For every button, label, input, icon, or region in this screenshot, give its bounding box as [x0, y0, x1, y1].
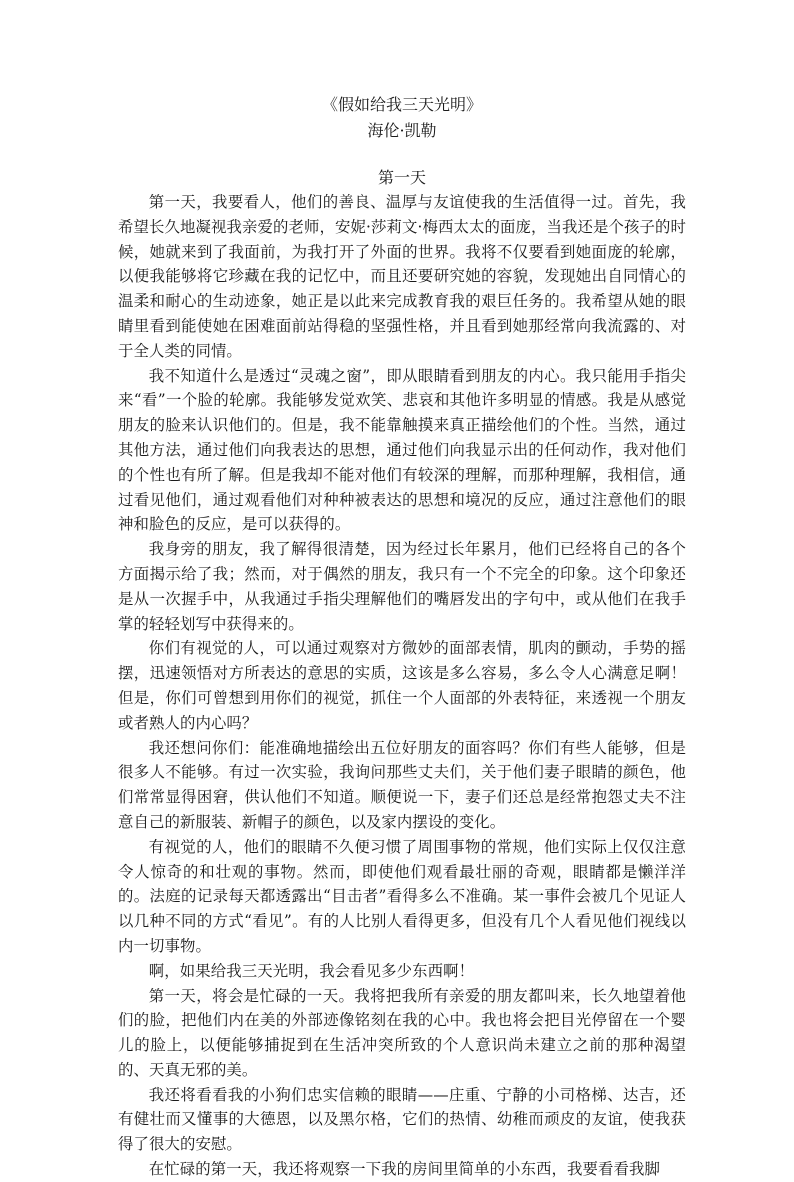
paragraph: 我身旁的朋友，我了解得很清楚，因为经过长年累月，他们已经将自己的各个方面揭示给了我；然而，对于偶然的朋友，我只有一个不完全的印象。这个印象还是从一次握手中，从我通过手指尖理解他们的嘴唇发出的字句中，或从他们在我手掌的轻轻划写中获得来的。: [118, 540, 686, 633]
paragraph: 第一天，将会是忙碌的一天。我将把我所有亲爱的朋友都叫来，长久地望着他们的脸，把他们内在美的外部迹像铭刻在我的心中。我也将会把目光停留在一个婴儿的脸上，以便能够捕捉到在生活冲突所致的个人意识尚未建立之前的那种渴望的、天真无邪的美。: [118, 986, 686, 1079]
paragraph: 第一天，我要看人，他们的善良、温厚与友谊使我的生活值得一过。首先，我希望长久地凝视我亲爱的老师，安妮·莎莉文·梅西太太的面庞，当我还是个孩子的时候，她就来到了我面前，为我打开了外面的世界。我将不仅要看到她面庞的轮廓，以便我能够将它珍藏在我的记忆中，而且还要研究她的容貌，发现她出自同情心的温柔和耐心的生动迹象，她正是以此来完成教育我的艰巨任务的。我希望从她的眼睛里看到能使她在困难面前站得稳的坚强性格，并且看到她那经常向我流露的、对于全人类的同情。: [118, 193, 686, 360]
section-title: 第一天: [377, 168, 426, 187]
paragraph: 有视觉的人，他们的眼睛不久便习惯了周围事物的常规，他们实际上仅仅注意令人惊奇的和壮观的事物。然而，即使他们观看最壮丽的奇观，眼睛都是懒洋洋的。法庭的记录每天都透露出“目击者”看得多么不准确。某一事件会被几个见证人以几种不同的方式“看见”。有的人比别人看得更多，但没有几个人看见他们视线以内一切事物。: [118, 837, 686, 955]
paragraph: 我不知道什么是透过“灵魂之窗”，即从眼睛看到朋友的内心。我只能用手指尖来“看”一个脸的轮廓。我能够发觉欢笑、悲哀和其他许多明显的情感。我是从感觉朋友的脸来认识他们的。但是，我不能靠触摸来真正描绘他们的个性。当然，通过其他方法，通过他们向我表达的思想，通过他们向我显示出的任何动作，我对他们的个性也有所了解。但是我却不能对他们有较深的理解，而那种理解，我相信，通过看见他们，通过观看他们对种种被表达的思想和境况的反应，通过注意他们的眼神和脸色的反应，是可以获得的。: [118, 366, 686, 534]
paragraph: 我还想问你们：能准确地描绘出五位好朋友的面容吗？你们有些人能够，但是很多人不能够。有过一次实验，我询问那些丈夫们，关于他们妻子眼睛的颜色，他们常常显得困窘，供认他们不知道。顺便说一下，妻子们还总是经常抱怨丈夫不注意自己的新服装、新帽子的颜色，以及家内摆设的变化。: [118, 738, 686, 831]
paragraph: 我还将看看我的小狗们忠实信赖的眼睛——庄重、宁静的小司格梯、达吉，还有健壮而又懂事的大德恩，以及黑尔格，它们的热情、幼稚而顽皮的友谊，使我获得了很大的安慰。: [118, 1085, 686, 1154]
paragraph: 你们有视觉的人，可以通过观察对方微妙的面部表情，肌肉的颤动，手势的摇摆，迅速领悟对方所表达的意思的实质，这该是多么容易，多么令人心满意足啊！但是，你们可曾想到用你们的视觉，抓住一个人面部的外表特征，来透视一个朋友或者熟人的内心吗？: [118, 639, 686, 732]
document-author: 海伦·凯勒: [367, 121, 437, 140]
document-title: 《假如给我三天光明》: [321, 95, 482, 114]
document-page: [118, 92, 686, 1182]
paragraph: 在忙碌的第一天，我还将观察一下我的房间里简单的小东西，我要看看我脚: [148, 1160, 660, 1179]
paragraph: 啊，如果给我三天光明，我会看见多少东西啊！: [148, 961, 475, 980]
